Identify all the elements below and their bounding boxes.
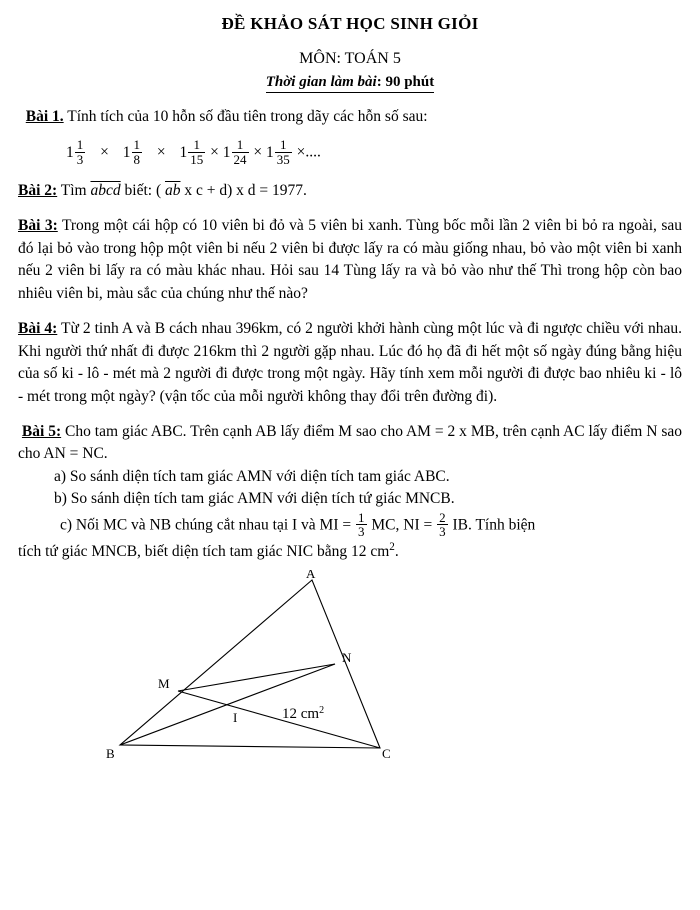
segment-mc [178, 691, 380, 748]
problem-5 [18, 421, 682, 564]
fraction-one-third: $\frac{1}{3}$ [358, 509, 365, 540]
label-area-nic: 12 $cm^2$ [282, 704, 325, 722]
problem-5-part-c [60, 511, 682, 539]
seq-tail: ×.... [296, 143, 321, 161]
problem-2-pre: Tìm [57, 181, 91, 199]
problem-2-post: biết: ( [120, 181, 165, 199]
problem-5-part-c-post: IB. Tính biện [448, 516, 536, 534]
problem-5-part-c-line2 [18, 539, 682, 564]
problem-1-text: Tính tích của 10 hỗn số đầu tiên trong dãy các hỗn số sau: [63, 108, 428, 125]
problem-2-overline-abcd: abcd [90, 181, 121, 199]
seq-op-1: × [100, 143, 109, 161]
problem-1-sequence [66, 138, 682, 166]
problem-4 [18, 318, 682, 408]
time-label: Thời gian làm bài [265, 74, 377, 90]
seq-op-3: × [210, 143, 219, 161]
time-value: : 90 phút [376, 74, 435, 90]
problem-5-part-b: b) So sánh diện tích tam giác AMN với diện tích tứ giác MNCB. [54, 490, 455, 508]
problem-2-label: Bài 2: [18, 181, 58, 199]
time-allowance-underline [266, 74, 435, 93]
problem-5-part-c-line2-pre: tích tứ giác MNCB, biết diện tích tam giác NIC bằng 12 cm [18, 543, 390, 561]
problem-4-text: Từ 2 tinh A và B cách nhau 396km, có 2 người khởi hành cùng một lúc và đi ngược chiều với nhau. Khi người thứ nhất đi được 216km thì 2 người gặp nhau. Lúc đó họ đã đi hết một số ngày đúng bằng hiệu của số ki - lô - mét mà 2 người đi được trong một ngày. Hãy tính xem mỗi người đi được bao nhiêu ki - lô - mét trong một ngày? (vận tốc của mỗi người không thay đổi trên đường đi). [18, 320, 682, 405]
subject-line: MÔN: TOÁN 5 [299, 50, 401, 67]
mixed-term-5: 1 $\frac{1}{35}$ [266, 137, 290, 168]
label-point-m: M [158, 675, 170, 691]
problem-5-text: Cho tam giác ABC. Trên cạnh AB lấy điểm M sao cho AM = 2 x MB, trên cạnh AC lấy điểm N sao cho AN = NC. [18, 422, 683, 463]
seq-op-4: × [253, 143, 263, 161]
mixed-term-2: 1 $\frac{1}{8}$ [122, 137, 140, 168]
problem-2 [18, 180, 682, 202]
mixed-term-4: 1 $\frac{1}{24}$ [222, 137, 247, 168]
problem-4-label: Bài 4: [18, 320, 58, 338]
problem-1 [18, 106, 682, 128]
fraction-two-thirds: $\frac{2}{3}$ [439, 509, 446, 540]
triangle-diagram-svg [90, 570, 610, 760]
segment-nb [120, 664, 335, 745]
label-point-b: B [106, 745, 115, 760]
problem-2-overline-ab: $\overline{ab}$ [164, 181, 181, 199]
label-point-n: N [342, 649, 352, 665]
label-point-c: C [382, 745, 391, 760]
problem-5-part-c-mid: MC, NI = [367, 516, 437, 534]
problem-3-label: Bài 3: [18, 217, 58, 235]
label-point-a: A [306, 569, 316, 581]
document-body [18, 106, 682, 564]
mixed-term-3: 1 $\frac{1}{15}$ [179, 137, 204, 168]
geometry-figure [90, 570, 610, 760]
triangle-abc [120, 580, 380, 748]
time-allowance [0, 74, 700, 93]
problem-5-label: Bài 5: [21, 422, 62, 440]
seq-op-2: × [156, 143, 166, 161]
square-exponent: 2 [389, 541, 395, 554]
mixed-term-1: 1 $\frac{1}{3}$ [66, 137, 84, 168]
problem-3-text: Trong một cái hộp có 10 viên bi đỏ và 5 viên bi xanh. Tùng bốc mỗi lần 2 viên bi bỏ ra ngoài, sau đó lại bỏ vào trong hộp một viên bi nếu 2 viên bi được lấy ra có màu giống nhau, bỏ vào một viên bi xanh nếu 2 viên bi lấy ra có màu khác nhau. Hỏi sau 14 Tùng lấy ra và bỏ vào như thế Thì trong hộp còn bao nhiêu viên bi, màu sắc của chúng như thế nào? [18, 217, 682, 302]
segment-mn [178, 664, 335, 691]
problem-5-part-c-pre: c) Nối MC và NB chúng cắt nhau tại I và MI = [60, 516, 355, 534]
label-point-i: I [233, 709, 238, 725]
problem-5-part-c-line2-post: . [394, 543, 399, 561]
problem-5-part-a: a) So sánh diện tích tam giác AMN với diện tích tam giác ABC. [54, 467, 450, 485]
problem-3 [18, 215, 682, 305]
page-title: ĐỀ KHẢO SÁT HỌC SINH GIỎI [221, 14, 479, 33]
problem-1-label: Bài 1. [25, 108, 64, 125]
problem-2-post2: x c + d) x d = 1977. [180, 181, 307, 199]
document-page [0, 14, 700, 910]
